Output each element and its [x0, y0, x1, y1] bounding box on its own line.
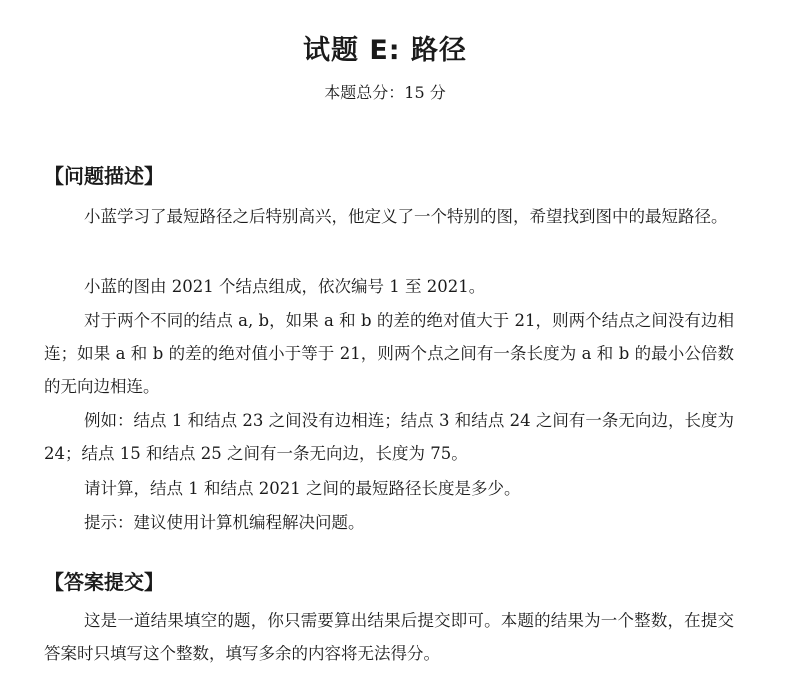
problem-description-heading: 【问题描述】 [44, 164, 164, 188]
total-score: 本题总分：15 分 [324, 83, 446, 102]
problem-paragraph-6: 提示：建议使用计算机编程解决问题。 [84, 513, 365, 532]
problem-title: 试题 E: 路径 [302, 35, 468, 66]
problem-paragraph-4: 例如：结点 1 和结点 23 之间没有边相连；结点 3 和结点 24 之间有一条无向边，长度为 24；结点 15 和结点 25 之间有一条无向边，长度为 75。 [44, 411, 734, 463]
problem-paragraph-3: 对于两个不同的结点 a, b，如果 a 和 b 的差的绝对值大于 21，则两个结点之间没有边相连；如果 a 和 b 的差的绝对值小于等于 21，则两个点之间有一条长度为 a 和 b 的最小公倍数的无向边相连。 [44, 311, 734, 396]
answer-paragraph: 这是一道结果填空的题，你只需要算出结果后提交即可。本题的结果为一个整数，在提交答案时只填写这个整数，填写多余的内容将无法得分。 [44, 611, 734, 663]
problem-paragraph-5: 请计算，结点 1 和结点 2021 之间的最短路径长度是多少。 [84, 479, 521, 498]
problem-paragraph-2: 小蓝的图由 2021 个结点组成，依次编号 1 至 2021。 [84, 277, 486, 296]
problem-paragraph-1: 小蓝学习了最短路径之后特别高兴，他定义了一个特别的图，希望找到图中的最短路径。 [84, 207, 728, 226]
answer-submission-heading: 【答案提交】 [44, 570, 164, 594]
